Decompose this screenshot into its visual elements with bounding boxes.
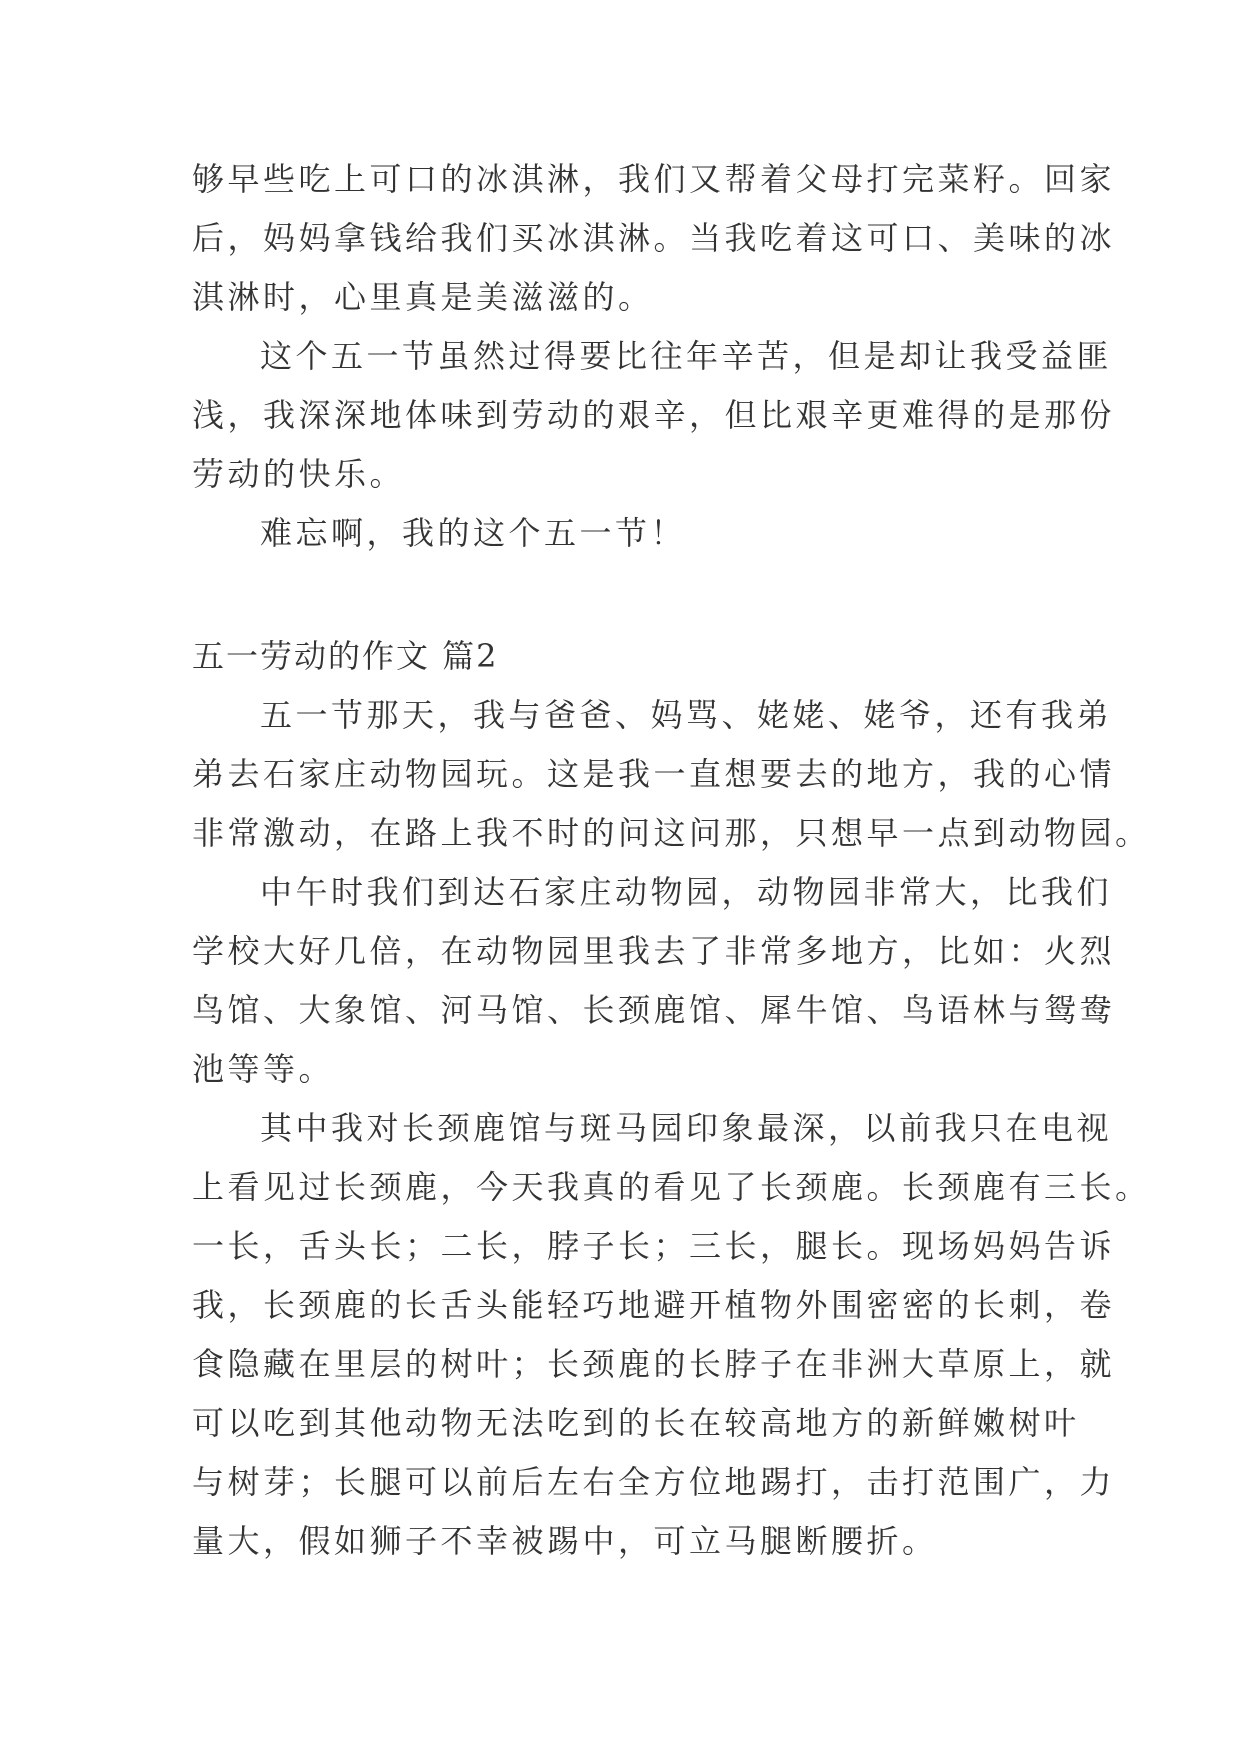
document-page	[192, 150, 1151, 1571]
text-line: 够早些吃上可口的冰淇淋，我们又帮着父母打完菜籽。回家	[192, 160, 1116, 198]
text-line: 我，长颈鹿的长舌头能轻巧地避开植物外围密密的长刺，卷	[192, 1286, 1116, 1324]
paragraph-zoo-trip	[192, 686, 1151, 863]
paragraph-giraffe	[192, 1099, 1151, 1571]
text-line: 可以吃到其他动物无法吃到的长在较高地方的新鲜嫩树叶	[192, 1404, 1080, 1442]
text-line: 池等等。	[192, 1050, 335, 1088]
paragraph-reflection	[192, 327, 1116, 504]
text-line: 浅，我深深地体味到劳动的艰辛，但比艰辛更难得的是那份	[192, 396, 1116, 434]
paragraph-continuation	[192, 150, 1116, 327]
text-line: 学校大好几倍，在动物园里我去了非常多地方，比如：火烈	[192, 932, 1116, 970]
text-line: 量大，假如狮子不幸被踢中，可立马腿断腰折。	[192, 1522, 938, 1560]
text-line: 五一节那天，我与爸爸、妈骂、姥姥、姥爷，还有我弟	[260, 696, 1113, 734]
text-line: 后，妈妈拿钱给我们买冰淇淋。当我吃着这可口、美味的冰	[192, 219, 1116, 257]
text-line: 难忘啊，我的这个五一节！	[260, 514, 687, 552]
text-line: 与树芽；长腿可以前后左右全方位地踢打，击打范围广，力	[192, 1463, 1116, 1501]
text-line: 上看见过长颈鹿，今天我真的看见了长颈鹿。长颈鹿有三长。	[192, 1168, 1151, 1206]
text-line: 劳动的快乐。	[192, 455, 406, 493]
text-line: 食隐藏在里层的树叶；长颈鹿的长脖子在非洲大草原上，就	[192, 1345, 1116, 1383]
text-line: 淇淋时，心里真是美滋滋的。	[192, 278, 654, 316]
section-heading: 五一劳动的作文 篇2	[192, 637, 499, 675]
text-line: 其中我对长颈鹿馆与斑马园印象最深，以前我只在电视	[260, 1109, 1113, 1147]
paragraph-closing	[192, 504, 1052, 563]
text-line: 弟去石家庄动物园玩。这是我一直想要去的地方，我的心情	[192, 755, 1116, 793]
text-line: 鸟馆、大象馆、河马馆、长颈鹿馆、犀牛馆、鸟语林与鸳鸯	[192, 991, 1116, 1029]
text-line: 非常激动，在路上我不时的问这问那，只想早一点到动物园。	[192, 814, 1151, 852]
text-line: 中午时我们到达石家庄动物园，动物园非常大，比我们	[260, 873, 1113, 911]
paragraph-zoo-arrival	[192, 863, 1116, 1099]
text-line: 这个五一节虽然过得要比往年辛苦，但是却让我受益匪	[260, 337, 1113, 375]
text-line: 一长，舌头长；二长，脖子长；三长，腿长。现场妈妈告诉	[192, 1227, 1116, 1265]
